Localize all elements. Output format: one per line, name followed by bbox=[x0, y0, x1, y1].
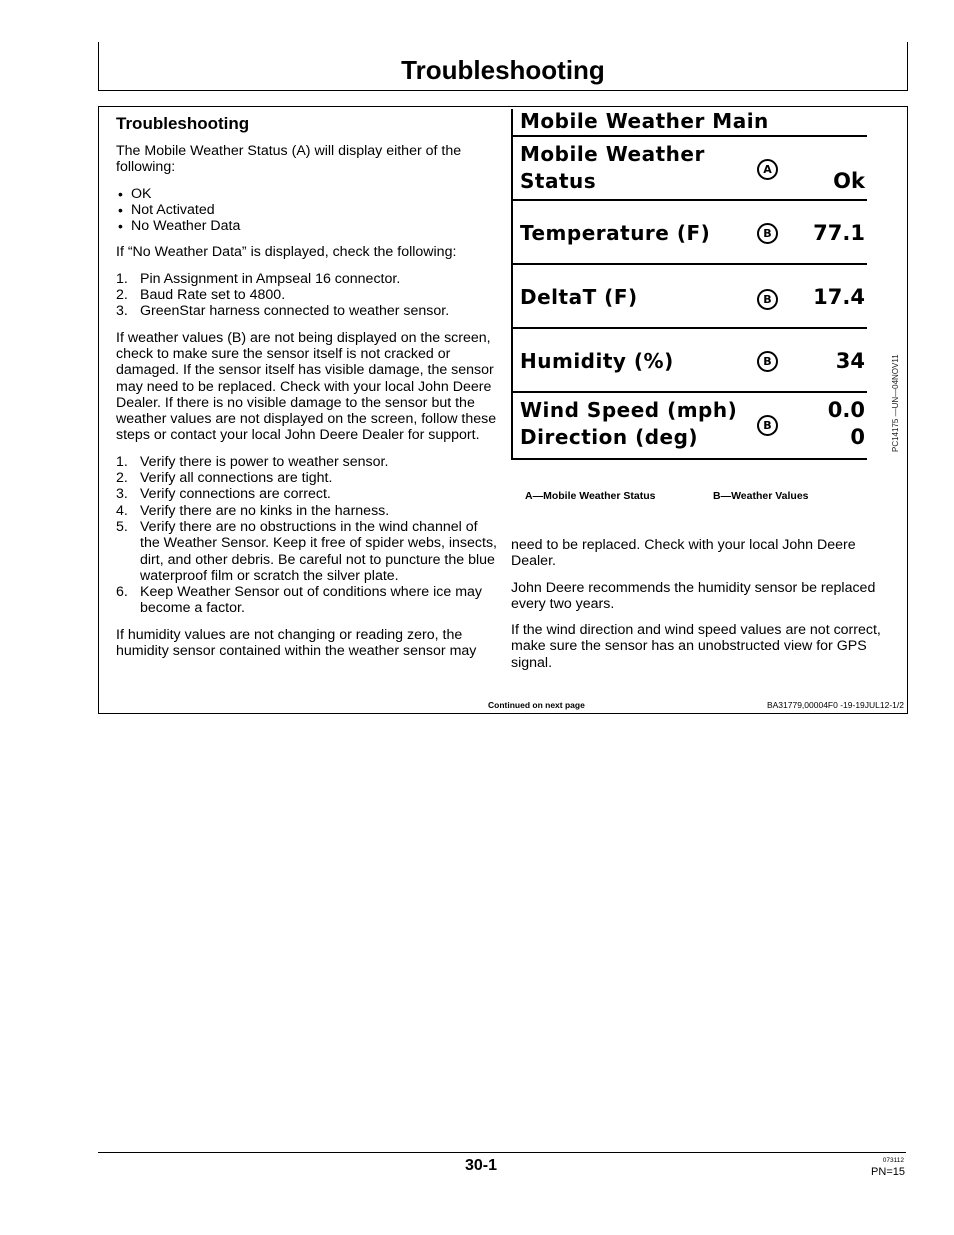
screen-title: Mobile Weather Main bbox=[520, 109, 769, 133]
right-column bbox=[511, 537, 897, 681]
list-item: 5. Verify there are no obstructions in the wind channel of the Weather Sensor. Keep it free of spider webs, insects, dirt, and other debris. Be careful not to puncture the blue waterproof film or scratch the silver plate. bbox=[116, 518, 497, 584]
callout-b: B bbox=[757, 415, 778, 436]
list-item: 6. Keep Weather Sensor out of conditions where ice may become a factor. bbox=[116, 584, 483, 617]
screen-row-wind bbox=[513, 393, 867, 456]
page-number: 30-1 bbox=[465, 1157, 498, 1174]
screen-row-humidity bbox=[513, 329, 867, 391]
list-item: 3. Verify connections are correct. bbox=[116, 486, 331, 503]
callout-b: B bbox=[757, 289, 778, 310]
row-label: Wind Speed (mph) bbox=[520, 398, 738, 422]
row-value: 0.0 bbox=[827, 398, 865, 422]
callout-a: A bbox=[757, 159, 778, 180]
list-item: 3. GreenStar harness connected to weather sensor. bbox=[116, 303, 450, 320]
recommendation-paragraph: John Deere recommends the humidity sensor be replaced every two years. bbox=[511, 579, 876, 612]
status-option: • Not Activated bbox=[116, 202, 498, 218]
row-value: 34 bbox=[835, 349, 865, 373]
list-item: 2. Verify all connections are tight. bbox=[116, 470, 333, 487]
footer-pn: PN=15 bbox=[871, 1166, 905, 1178]
row-value: Ok bbox=[833, 169, 865, 193]
intro-paragraph: The Mobile Weather Status (A) will display either of the following: bbox=[116, 143, 462, 176]
no-data-check-paragraph: If “No Weather Data” is displayed, check the following: bbox=[116, 244, 457, 261]
footer-rule bbox=[98, 1152, 906, 1153]
legend-a: A—Mobile Weather Status bbox=[525, 490, 656, 502]
page-title: Troubleshooting bbox=[401, 55, 605, 85]
humidity-paragraph-start: If humidity values are not changing or reading zero, the humidity sensor contained within the weather sensor may bbox=[116, 626, 477, 660]
row-value: 17.4 bbox=[813, 285, 865, 309]
callout-b: B bbox=[757, 223, 778, 244]
wind-paragraph: If the wind direction and wind speed values are not correct, make sure the sensor has an unobstructed view for GPS signal. bbox=[511, 622, 881, 671]
row-value: 0 bbox=[850, 425, 865, 449]
screen-row-deltat bbox=[513, 265, 867, 327]
row-label: Direction (deg) bbox=[520, 425, 699, 449]
values-paragraph: If weather values (B) are not being displayed on the screen, check to make sure the sensor itself is not cracked or damaged. If the sensor itself has visible damage, the sensor may need to be replaced. Check with your local John Deere Dealer. If there is no visible damage to the sensor but the weather values are not displayed on the screen, follow these steps or contact your local John Deere Dealer for support. bbox=[116, 329, 497, 444]
screen-row-temperature bbox=[513, 201, 867, 263]
document-reference: BA31779,00004F0 -19-19JUL12-1/2 bbox=[766, 700, 904, 710]
figure-code: PC14175 —UN—04NOV11 bbox=[891, 354, 900, 452]
section-heading: Troubleshooting bbox=[116, 114, 250, 133]
list-item: 2. Baud Rate set to 4800. bbox=[116, 287, 286, 304]
verify-steps-list bbox=[116, 454, 498, 617]
list-item: 1. Verify there is power to weather sensor. bbox=[116, 453, 389, 470]
row-value: 77.1 bbox=[813, 221, 865, 245]
footer-code: 073112 bbox=[882, 1157, 904, 1164]
row-label: DeltaT (F) bbox=[520, 285, 638, 309]
left-column bbox=[116, 113, 498, 669]
status-option: • No Weather Data bbox=[116, 218, 498, 234]
row-label: Mobile Weather bbox=[520, 142, 705, 166]
list-item: 4. Verify there are no kinks in the harness. bbox=[116, 502, 390, 519]
no-data-steps-list bbox=[116, 271, 498, 320]
screen-row-status bbox=[513, 137, 867, 199]
continued-note: Continued on next page bbox=[488, 700, 585, 710]
row-label: Temperature (F) bbox=[520, 221, 711, 245]
status-options-list bbox=[116, 186, 498, 235]
humidity-paragraph-end: need to be replaced. Check with your local John Deere Dealer. bbox=[511, 537, 856, 570]
row-label: Status bbox=[520, 169, 597, 193]
list-item: 1. Pin Assignment in Ampseal 16 connector. bbox=[116, 270, 401, 287]
legend-b: B—Weather Values bbox=[713, 490, 809, 502]
row-label: Humidity (%) bbox=[520, 349, 674, 373]
callout-b: B bbox=[757, 351, 778, 372]
status-option: • OK bbox=[116, 186, 498, 202]
mobile-weather-screen bbox=[511, 109, 867, 460]
